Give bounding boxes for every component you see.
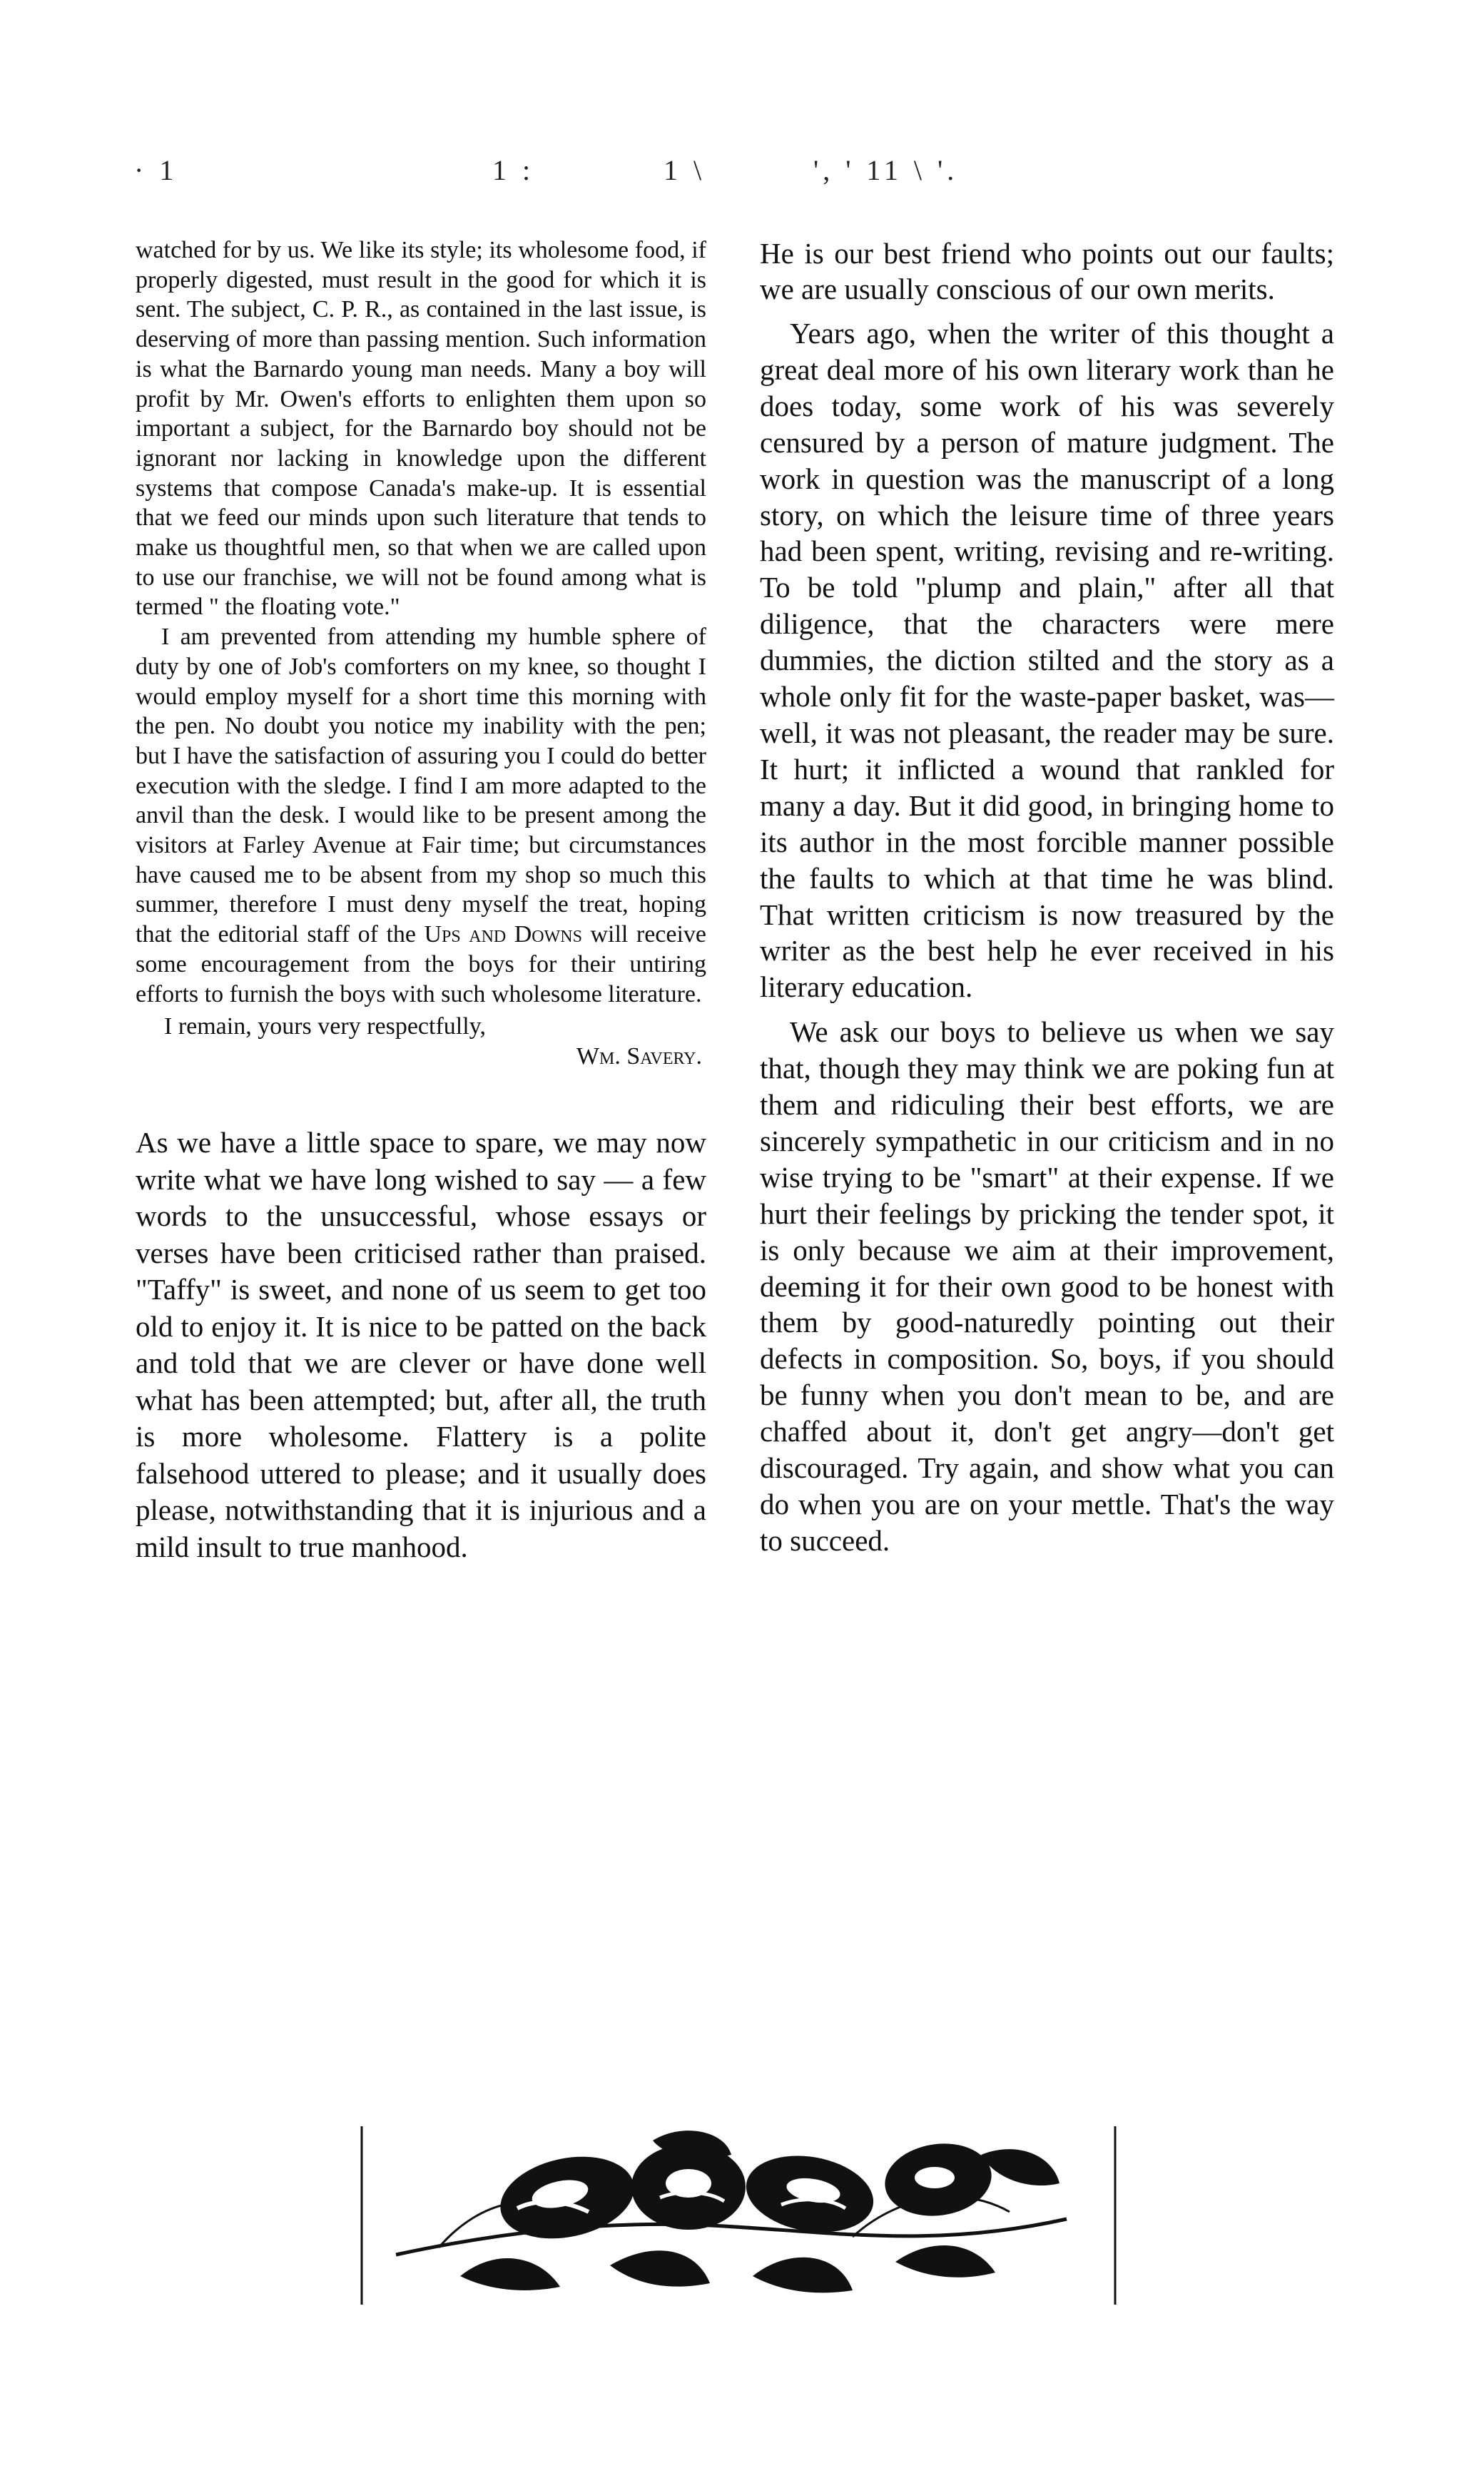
left-column [136, 235, 706, 1565]
editorial-paragraph-4: We ask our boys to believe us when we say that, though they may think we are poking fun at them and ridiculing their best efforts, we are sincerely sympathetic in our criticism and in no wise trying to be "smart" at their expense. If we hurt their feelings by pricking the tender spot, it is only because we aim at their improvement, deeming it for their own good to be honest with them by good-naturedly pointing out their defects in composition. So, boys, if you should be funny when you don't mean to be, and are chaffed about it, don't get angry—don't get discouraged. Try again, and show what you can do when you are on your mettle. That's the way to succeed. [760, 1015, 1334, 1557]
header-fragment-3: ', ' 11 \ '. [813, 154, 959, 186]
letter-closing: I remain, yours very respectfully, [164, 1013, 486, 1040]
editorial-essay-continued [760, 235, 1334, 1559]
editorial-essay-start [136, 1124, 706, 1565]
reader-letter [136, 235, 706, 1072]
running-header [0, 153, 1484, 196]
editorial-paragraph-3: Years ago, when the writer of this thought a great deal more of his own literary work than he does today, some work of his was severely censured by a person of mature judgment. The work in question was the manuscript of a long story, on which the leisure time of three years had been spent, writing, revising and re-writing. To be told "plump and plain," after all that diligence, that the characters were mere dummies, the diction stilted and the story as a whole only fit for the waste-paper basket, was—well, it was not pleasant, the reader may be sure. It hurt; it inflicted a wound that rankled for many a day. But it did good, in bringing home to its author in the most forcible manner possible the faults to which at that time he was blind. That written criticism is now treasured by the writer as the best help he ever received in his literary education. [760, 317, 1334, 1004]
letter-signoff [136, 1012, 706, 1072]
right-column [760, 235, 1334, 1559]
editorial-paragraph-1: As we have a little space to spare, we may now write what we have long wished to say — a few words to the unsuccessful, whose essays or verses have been criticised rather than praised. "Taffy" is sweet, and none of us seem to get too old to enjoy it. It is nice to be patted on the back and told that we are clever or have done well what has been attempted; but, after all, the truth is more wholesome. Flattery is a polite falsehood uttered to please; and it usually does please, notwithstanding that it is injurious and a mild insult to true manhood. [136, 1126, 706, 1563]
letter-paragraph-2-text-b: will receive some encouragement from the boys for their untiring efforts to furnish the boys with such wholesome literature. [136, 921, 707, 1007]
header-fragment-1: 1 : [492, 154, 535, 186]
letter-signature: Wm. Savery. [576, 1043, 702, 1070]
journal-name: Ups and Downs [424, 921, 582, 948]
letter-paragraph-1: watched for by us. We like its style; its wholesome food, if properly digested, must result in the good for which it is sent. The subject, C. P. R., as contained in the last issue, is deserving of more than passing mention. Such information is what the Barnardo young man needs. Many a boy will profit by Mr. Owen's efforts to enlighten them upon so important a subject, for the Barnardo boy should not be ignorant nor lacking in knowledge upon the different systems that compose Canada's make-up. It is essential that we feed our minds upon such literature that tends to make us thoughtful men, so that when we are called upon to use our franchise, we will not be found among what is termed " the floating vote." [136, 237, 706, 621]
header-page-number: · 1 [134, 154, 178, 186]
header-fragment-2: 1 \ [664, 154, 706, 186]
letter-paragraph-2-text-a: I am prevented from attending my humble sphere of duty by one of Job's comforters on my knee, so thought I would employ myself for a short time this morning with the pen. No doubt you notice my inability with the pen; but I have the satisfaction of assuring you I could do better execution with the sledge. I find I am more adapted to the anvil than the desk. I would like to be present among the visitors at Farley Avenue at Fair time; but circumstances have caused me to be absent from my shop so much this summer, therefore I must deny myself the treat, hoping that the editorial staff of the [136, 624, 706, 948]
letter-paragraph-2 [136, 622, 706, 1009]
floral-vignette-icon [353, 2112, 1124, 2319]
editorial-paragraph-2: He is our best friend who points out our faults; we are usually conscious of our own merits. [760, 237, 1334, 305]
